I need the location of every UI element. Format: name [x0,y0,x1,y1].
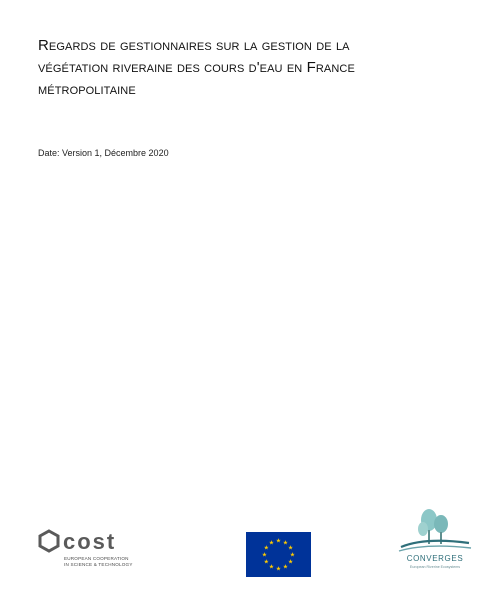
eu-star-icon: ★ [287,545,294,552]
eu-star-icon: ★ [289,552,296,559]
converges-tree-icon [395,507,475,553]
cost-subtitle-line-2: IN SCIENCE & TECHNOLOGY [64,562,133,567]
title-line-2: végétation riveraine des cours d'eau en France [38,59,355,76]
eu-star-icon: ★ [287,559,294,566]
document-date: Date: Version 1, Décembre 2020 [38,148,169,158]
converges-tagline: European Riverine Ecosystems [409,565,461,569]
eu-star-icon: ★ [275,538,282,545]
eu-star-icon: ★ [261,552,268,559]
cost-subtitle-line-1: EUROPEAN COOPERATION [64,556,129,561]
eu-star-icon: ★ [263,545,270,552]
eu-flag-logo [246,532,311,577]
title-line-1: Regards de gestionnaires sur la gestion de la [38,37,350,54]
cost-word: cost [63,529,117,554]
eu-star-icon: ★ [282,564,289,571]
cost-logo-mark [38,529,143,555]
eu-star-icon: ★ [268,540,275,547]
document-title [38,35,458,101]
eu-star-icon: ★ [282,540,289,547]
converges-name: CONVERGES [406,554,464,563]
converges-logo [395,507,475,573]
eu-star-icon: ★ [268,564,275,571]
eu-star-icon: ★ [275,566,282,573]
cost-logo [38,529,148,573]
cost-subtitle [64,556,133,568]
eu-star-icon: ★ [263,559,270,566]
eu-flag [246,532,311,577]
title-line-3: métropolitaine [38,81,136,98]
